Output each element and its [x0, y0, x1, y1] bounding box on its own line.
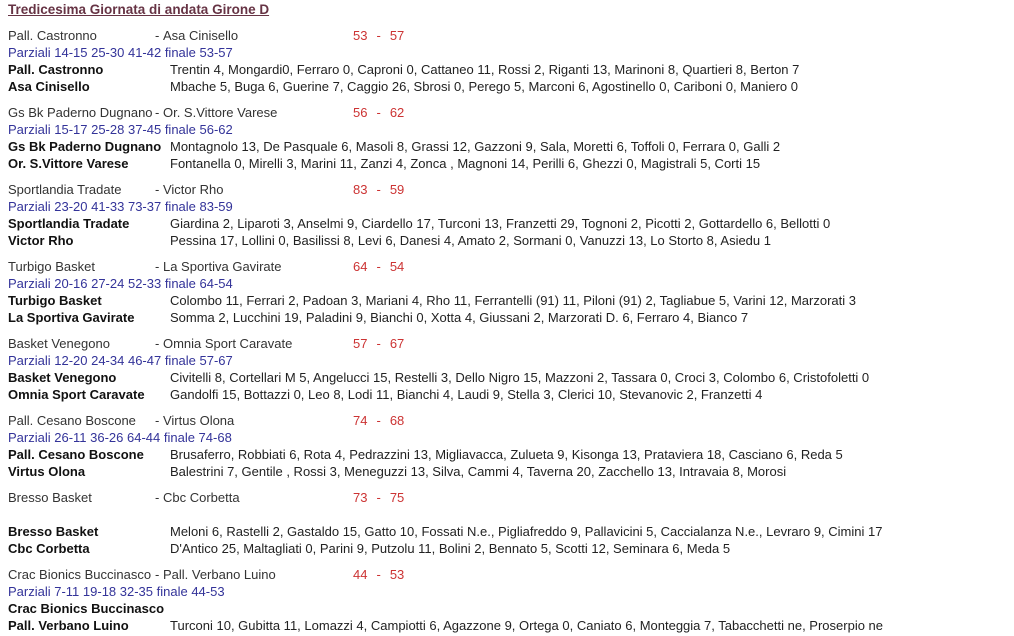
match-block [8, 181, 1014, 249]
away-score: 59 [389, 182, 405, 197]
away-team-name: La Sportiva Gavirate [162, 259, 282, 274]
away-team-cell [155, 258, 353, 275]
match-header-row [8, 566, 1014, 583]
away-players: D'Antico 25, Maltagliati 0, Parini 9, Putzolu 11, Bolini 2, Bennato 5, Scotti 12, Seminara 6, Meda 5 [170, 541, 731, 556]
home-score: 74 [353, 413, 368, 428]
away-team-label: Cbc Corbetta [8, 541, 90, 556]
away-team-label: Victor Rho [8, 233, 74, 248]
away-team-label: Asa Cinisello [8, 79, 90, 94]
match-score [353, 258, 404, 275]
partials-line: Parziali 15-17 25-28 37-45 finale 56-62 [8, 122, 233, 137]
away-players: Gandolfi 15, Bottazzi 0, Leo 8, Lodi 11, Bianchi 4, Laudi 9, Stella 3, Clerici 10, Stevanovic 2, Franzetti 4 [170, 387, 763, 402]
home-team-label: Turbigo Basket [8, 293, 102, 308]
away-team-name: Victor Rho [162, 182, 224, 197]
away-score: 67 [389, 336, 405, 351]
away-team-cell [155, 566, 353, 583]
match-score [353, 412, 404, 429]
home-stats-row [8, 600, 1014, 617]
away-stats-row [8, 155, 1014, 172]
home-players: Brusaferro, Robbiati 6, Rota 4, Pedrazzini 13, Migliavacca, Zulueta 9, Kisonga 13, Prataviera 18, Casciano 6, Reda 5 [170, 447, 843, 462]
home-stats-row [8, 523, 1014, 540]
partials-line: Parziali 12-20 24-34 46-47 finale 57-67 [8, 353, 233, 368]
score-separator-dash: - [376, 105, 381, 120]
partials-line: Parziali 23-20 41-33 73-37 finale 83-59 [8, 199, 233, 214]
home-team-name: Sportlandia Tradate [8, 182, 122, 197]
home-team-name: Pall. Cesano Boscone [8, 413, 136, 428]
home-stats-row [8, 61, 1014, 78]
team-separator-dash: - [155, 259, 160, 274]
home-players: Colombo 11, Ferrari 2, Padoan 3, Mariani 4, Rho 11, Ferrantelli (91) 11, Piloni (91) 2, Tagliabue 5, Varini 12, Marzorati 3 [170, 293, 856, 308]
away-players: Mbache 5, Buga 6, Guerine 7, Caggio 26, Sbrosi 0, Perego 5, Marconi 6, Agostinello 0, Cariboni 0, Maniero 0 [170, 79, 798, 94]
team-separator-dash: - [155, 567, 160, 582]
home-score: 44 [353, 567, 368, 582]
home-team-label: Crac Bionics Buccinasco [8, 601, 165, 616]
score-separator-dash: - [376, 413, 381, 428]
team-separator-dash: - [155, 182, 160, 197]
match-score [353, 27, 404, 44]
away-score: 75 [389, 490, 405, 505]
home-team-label: Bresso Basket [8, 524, 99, 539]
away-team-label: Or. S.Vittore Varese [8, 156, 129, 171]
away-team-cell [155, 489, 353, 506]
away-stats-row [8, 309, 1014, 326]
home-stats-row [8, 369, 1014, 386]
match-header-row [8, 181, 1014, 198]
match-score [353, 104, 404, 121]
home-players: Civitelli 8, Cortellari M 5, Angelucci 15, Restelli 3, Dello Nigro 15, Mazzoni 2, Tassara 0, Croci 3, Colombo 6, Cristofoletti 0 [170, 370, 870, 385]
match-list [8, 27, 1014, 634]
team-separator-dash: - [155, 490, 160, 505]
home-team-name: Crac Bionics Buccinasco [8, 567, 152, 582]
home-score: 57 [353, 336, 368, 351]
score-separator-dash: - [376, 336, 381, 351]
team-separator-dash: - [155, 105, 160, 120]
home-stats-row [8, 446, 1014, 463]
away-stats-row [8, 463, 1014, 480]
away-team-cell [155, 335, 353, 352]
away-team-name: Or. S.Vittore Varese [162, 105, 278, 120]
home-team-name: Basket Venegono [8, 336, 110, 351]
home-team-name: Gs Bk Paderno Dugnano [8, 105, 153, 120]
home-score: 73 [353, 490, 368, 505]
home-team-label: Basket Venegono [8, 370, 117, 385]
away-team-name: Cbc Corbetta [162, 490, 240, 505]
score-separator-dash: - [376, 567, 381, 582]
away-team-label: Omnia Sport Caravate [8, 387, 145, 402]
home-team-label: Pall. Castronno [8, 62, 104, 77]
match-block [8, 412, 1014, 480]
home-score: 83 [353, 182, 368, 197]
home-stats-row [8, 292, 1014, 309]
away-team-label: Virtus Olona [8, 464, 86, 479]
home-players: Meloni 6, Rastelli 2, Gastaldo 15, Gatto 10, Fossati N.e., Pigliafreddo 9, Pallavicini 5, Caccialanza N.e., Levraro 9, Cimini 17 [170, 524, 883, 539]
away-team-cell [155, 412, 353, 429]
partials-line: Parziali 26-11 36-26 64-44 finale 74-68 [8, 430, 232, 445]
home-team-name: Turbigo Basket [8, 259, 95, 274]
away-score: 53 [389, 567, 405, 582]
away-players: Pessina 17, Lollini 0, Basilissi 8, Levi 6, Danesi 4, Amato 2, Sormani 0, Vanuzzi 13, Lo Storto 8, Asiedu 1 [170, 233, 771, 248]
match-block [8, 566, 1014, 634]
away-score: 68 [389, 413, 405, 428]
home-team-name: Bresso Basket [8, 490, 92, 505]
away-team-cell [155, 104, 353, 121]
away-score: 62 [389, 105, 405, 120]
page-title: Tredicesima Giornata di andata Girone D [8, 2, 270, 17]
match-block [8, 489, 1014, 557]
home-score: 64 [353, 259, 368, 274]
away-players: Fontanella 0, Mirelli 3, Marini 11, Zanzi 4, Zonca , Magnoni 14, Perilli 6, Ghezzi 0, Magistrali 5, Corti 15 [170, 156, 761, 171]
match-score [353, 181, 404, 198]
away-players: Balestrini 7, Gentile , Rossi 3, Meneguzzi 13, Silva, Cammi 4, Taverna 20, Zacchello 13, Intravaia 8, Morosi [170, 464, 787, 479]
away-team-name: Omnia Sport Caravate [162, 336, 293, 351]
away-players: Somma 2, Lucchini 19, Paladini 9, Bianchi 0, Xotta 4, Giussani 2, Marzorati D. 6, Ferraro 4, Bianco 7 [170, 310, 749, 325]
match-score [353, 489, 404, 506]
away-team-name: Virtus Olona [162, 413, 235, 428]
away-score: 54 [389, 259, 405, 274]
home-team-label: Sportlandia Tradate [8, 216, 130, 231]
away-team-label: Pall. Verbano Luino [8, 618, 129, 633]
score-separator-dash: - [376, 28, 381, 43]
match-header-row [8, 258, 1014, 275]
home-players: Montagnolo 13, De Pasquale 6, Masoli 8, Grassi 12, Gazzoni 9, Sala, Moretti 6, Toffoli 0, Ferrara 0, Galli 2 [170, 139, 781, 154]
match-block [8, 335, 1014, 403]
team-separator-dash: - [155, 28, 160, 43]
partials-line: Parziali 20-16 27-24 52-33 finale 64-54 [8, 276, 233, 291]
match-header-row [8, 335, 1014, 352]
match-block [8, 104, 1014, 172]
home-score: 56 [353, 105, 368, 120]
match-header-row [8, 27, 1014, 44]
partials-line: Parziali 7-11 19-18 32-35 finale 44-53 [8, 584, 225, 599]
away-stats-row [8, 617, 1014, 634]
home-team-label: Gs Bk Paderno Dugnano [8, 139, 162, 154]
score-separator-dash: - [376, 259, 381, 274]
match-score [353, 335, 404, 352]
away-team-name: Asa Cinisello [162, 28, 239, 43]
home-stats-row [8, 138, 1014, 155]
away-team-label: La Sportiva Gavirate [8, 310, 135, 325]
partials-line: Parziali 14-15 25-30 41-42 finale 53-57 [8, 45, 233, 60]
home-team-label: Pall. Cesano Boscone [8, 447, 144, 462]
team-separator-dash: - [155, 336, 160, 351]
away-team-name: Pall. Verbano Luino [162, 567, 276, 582]
match-score [353, 566, 404, 583]
home-players: Trentin 4, Mongardi0, Ferraro 0, Caproni 0, Cattaneo 11, Rossi 2, Riganti 13, Marinoni 8, Quartieri 8, Berton 7 [170, 62, 800, 77]
home-team-name: Pall. Castronno [8, 28, 97, 43]
home-players: Giardina 2, Liparoti 3, Anselmi 9, Ciardello 17, Turconi 13, Franzetti 29, Tognoni 2, Picotti 2, Gottardello 6, Bellotti 0 [170, 216, 831, 231]
away-players: Turconi 10, Gubitta 11, Lomazzi 4, Campiotti 6, Agazzone 9, Ortega 0, Caniato 6, Monteggia 7, Tabacchetti ne, Proserpio ne [170, 618, 884, 633]
away-stats-row [8, 540, 1014, 557]
match-header-row [8, 489, 1014, 506]
match-block [8, 258, 1014, 326]
away-stats-row [8, 78, 1014, 95]
team-separator-dash: - [155, 413, 160, 428]
away-team-cell [155, 181, 353, 198]
away-stats-row [8, 386, 1014, 403]
away-score: 57 [389, 28, 405, 43]
score-separator-dash: - [376, 182, 381, 197]
partials-line [8, 506, 1014, 523]
match-header-row [8, 104, 1014, 121]
score-separator-dash: - [376, 490, 381, 505]
away-team-cell [155, 27, 353, 44]
away-stats-row [8, 232, 1014, 249]
home-stats-row [8, 215, 1014, 232]
home-score: 53 [353, 28, 368, 43]
match-header-row [8, 412, 1014, 429]
match-block [8, 27, 1014, 95]
